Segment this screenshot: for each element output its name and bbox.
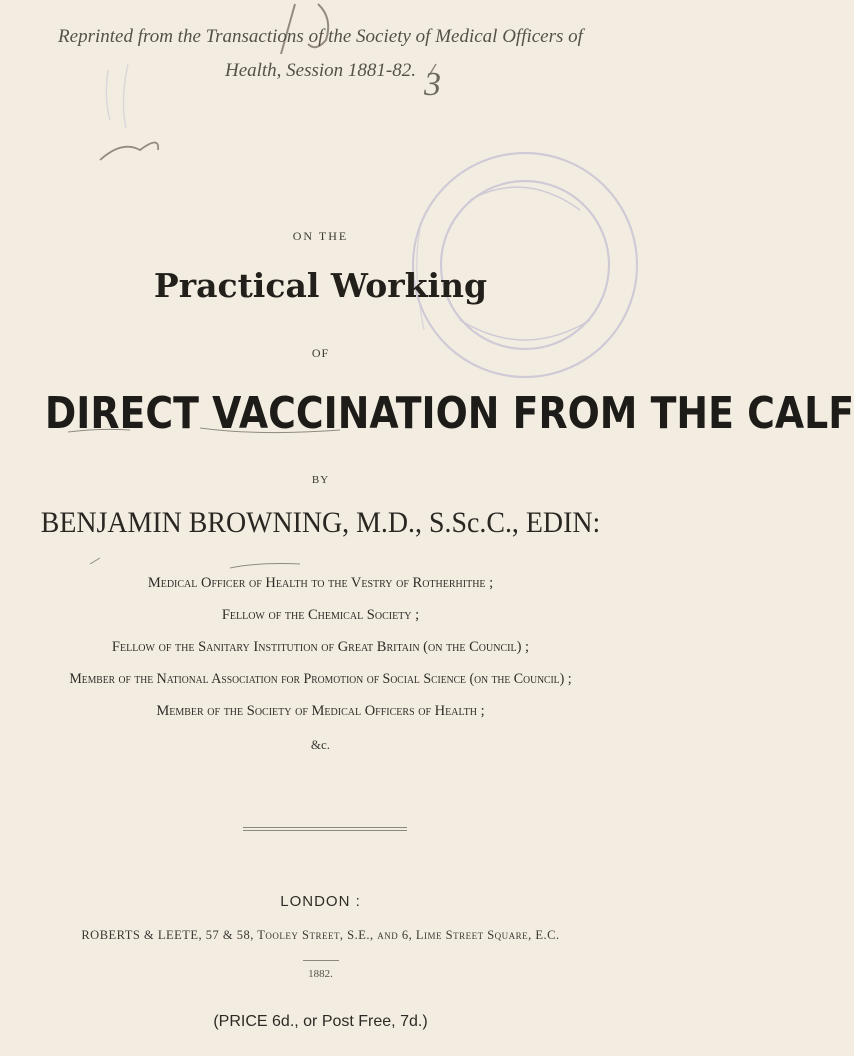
library-stamp bbox=[413, 153, 637, 377]
credential-line: Member of the National Association for Promotion of Social Science (on the Council) ; bbox=[69, 671, 572, 687]
credential-line: Fellow of the Chemical Society ; bbox=[221, 607, 420, 623]
publication-year: 1882. bbox=[308, 968, 333, 980]
price-line: (PRICE 6d., or Post Free, 7d.) bbox=[213, 1013, 428, 1030]
publisher-line: ROBERTS & LEETE, 57 & 58, Tooley Street, S.E., and 6, Lime Street Square, E.C. bbox=[81, 928, 560, 942]
credential-line: Fellow of the Sanitary Institution of Great Britain (on the Council) ; bbox=[111, 639, 530, 655]
practical-working-heading: Practical Working bbox=[153, 266, 488, 305]
title-underline-strokes bbox=[68, 428, 340, 568]
author-name: BENJAMIN BROWNING, M.D., S.Sc.C., EDIN: bbox=[40, 506, 601, 539]
divider-rule-top bbox=[243, 827, 407, 828]
year-rule bbox=[303, 960, 339, 961]
imprint-city: LONDON : bbox=[280, 893, 361, 910]
handwritten-number: 3 bbox=[424, 66, 441, 103]
on-the-label: ON THE bbox=[292, 229, 349, 243]
by-label: BY bbox=[311, 474, 330, 486]
etc-mark: &c. bbox=[310, 737, 331, 752]
credential-line: Medical Officer of Health to the Vestry of Rotherhithe ; bbox=[147, 575, 494, 591]
divider-rule-bottom bbox=[243, 830, 407, 831]
credential-line: Member of the Society of Medical Officers of Health ; bbox=[156, 703, 485, 719]
reprint-notice-line-1: Reprinted from the Transactions of the Society of Medical Officers of bbox=[58, 26, 583, 47]
main-title: DIRECT VACCINATION FROM THE CALF bbox=[44, 388, 854, 439]
of-label: OF bbox=[311, 346, 330, 360]
reprint-notice-line-2: Health, Session 1881-82. bbox=[224, 60, 417, 81]
